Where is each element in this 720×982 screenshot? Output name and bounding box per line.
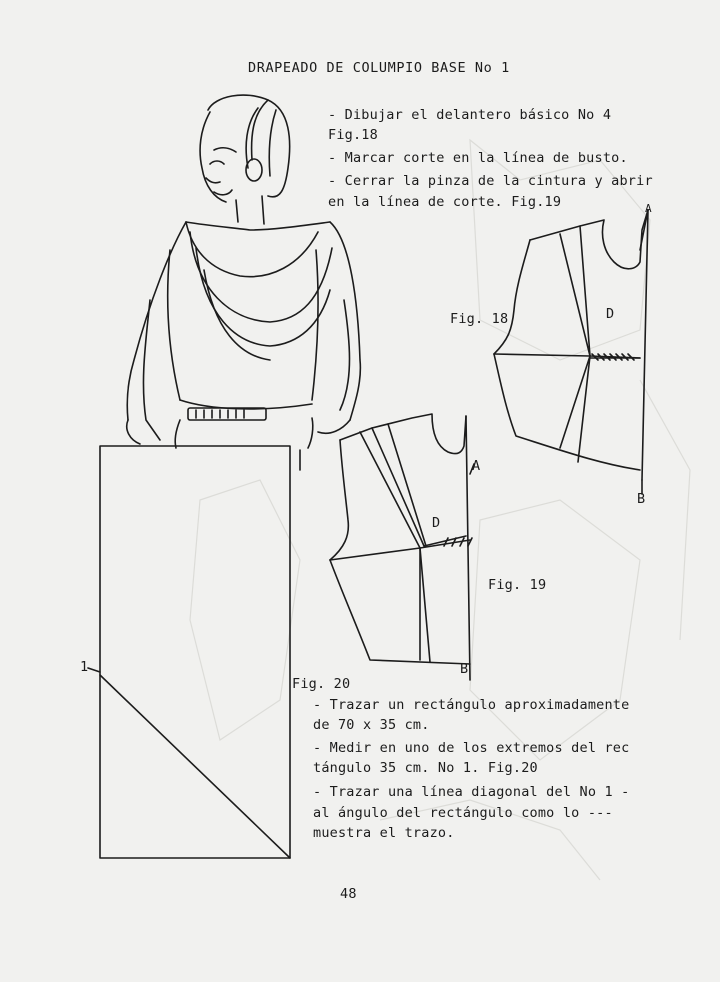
- instruction-line: tángulo 35 cm. No 1. Fig.20: [313, 760, 538, 776]
- page-title: DRAPEADO DE COLUMPIO BASE No 1: [248, 60, 510, 76]
- instruction-line: al ángulo del rectángulo como lo ---: [313, 805, 613, 821]
- fig20-caption: Fig. 20: [292, 676, 351, 692]
- fig20-rectangle-diagram: [88, 446, 290, 858]
- instruction-line: en la línea de corte. Fig.19: [328, 194, 562, 210]
- fig18-point-d: D: [606, 306, 615, 322]
- fig18-point-b: B: [637, 491, 646, 507]
- fig19-bodice-pattern: [330, 414, 474, 680]
- instruction-line: - Medir en uno de los extremos del rec: [313, 740, 630, 756]
- fashion-figure-drawing: [127, 95, 361, 470]
- instruction-line: - Dibujar el delantero básico No 4: [328, 107, 612, 123]
- instruction-line: de 70 x 35 cm.: [313, 717, 430, 733]
- instruction-line: - Cerrar la pinza de la cintura y abrir: [328, 173, 653, 189]
- instruction-line: muestra el trazo.: [313, 825, 455, 841]
- fig19-caption: Fig. 19: [488, 577, 547, 593]
- page-number: 48: [340, 886, 357, 902]
- instruction-line: - Marcar corte en la línea de busto.: [328, 150, 628, 166]
- fig18-bodice-pattern: [494, 210, 648, 494]
- instruction-line: - Trazar un rectángulo aproximadamente: [313, 697, 630, 713]
- fig19-point-b: B: [460, 661, 469, 677]
- fig18-caption: Fig. 18: [450, 311, 509, 327]
- fig18-point-a: A: [645, 202, 652, 215]
- instruction-line: Fig.18: [328, 127, 378, 143]
- fig20-point-1: 1: [80, 659, 89, 675]
- instruction-line: - Trazar una línea diagonal del No 1 -: [313, 784, 630, 800]
- fig19-point-d: D: [432, 515, 441, 531]
- fig19-point-a: A: [472, 458, 481, 474]
